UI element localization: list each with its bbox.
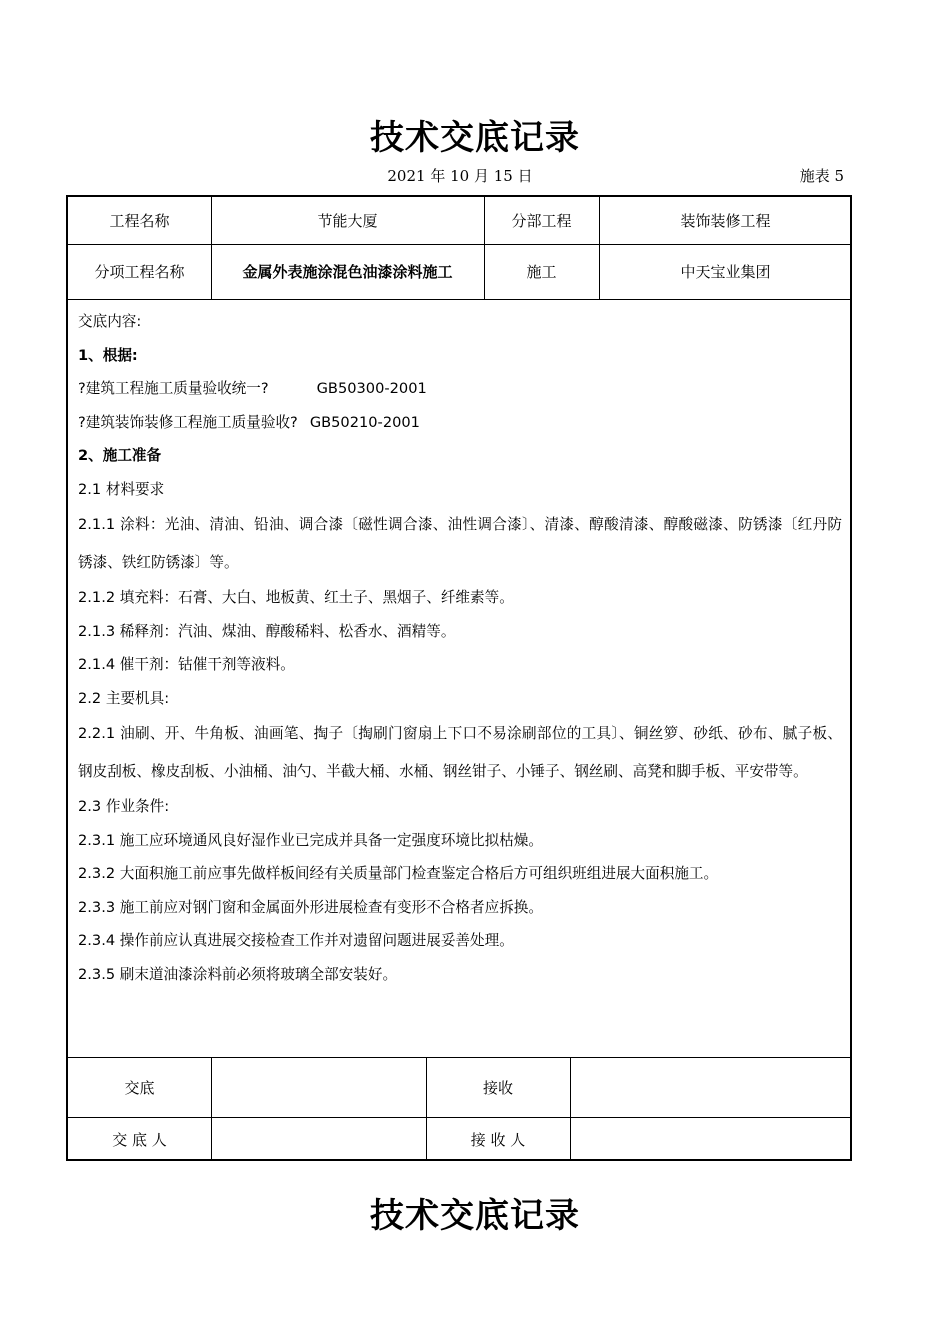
paragraph: 2.3.3 施工前应对钢门窗和金属面外形进展检查有变形不合格者应拆换。 [78,898,543,916]
record-table [66,195,852,1161]
paragraph: 2.2 主要机具: [78,689,170,707]
handover-person-field [211,1117,426,1161]
receive-signature-field [570,1057,852,1117]
content-heading: 交底内容: [78,313,142,330]
basis-item [78,406,842,440]
handover-label: 交底 [124,1078,155,1097]
division-value: 装饰装修工程 [680,212,771,230]
paragraph: 2.1 材料要求 [78,480,165,498]
receive-person-label: 接 收 人 [470,1130,526,1149]
basis-item-text: ?建筑工程施工质量验收统一? [78,380,269,397]
receive-person-field [570,1117,852,1161]
handover-person-label: 交 底 人 [112,1130,167,1149]
paragraph: 2.3.1 施工应环境通风良好湿作业已完成并具备一定强度环境比拟枯燥。 [78,831,543,849]
section-preparation-title: 2、施工准备 [78,447,162,464]
project-name-label: 工程名称 [109,212,170,230]
handover-content [78,305,842,991]
paragraph: 2.3.5 刷末道油漆涂料前必须将玻璃全部安装好。 [78,965,398,983]
basis-item-code: GB50300-2001 [316,380,427,397]
basis-item-code: GB50210-2001 [309,413,420,431]
basis-item-text: ?建筑装饰装修工程施工质量验收? [78,413,298,431]
receive-label: 接收 [482,1078,513,1097]
construction-value: 中天宝业集团 [680,263,771,281]
paragraph: 2.1.3 稀释剂：汽油、煤油、醇酸稀料、松香水、酒精等。 [78,622,456,640]
division-label: 分部工程 [511,212,572,230]
record-date: 2021 年 10 月 15 日 [387,167,533,185]
form-number: 施表 5 [799,167,844,185]
paragraph: 2.1.2 填充料：石膏、大白、地板黄、红土子、黑烟子、纤维素等。 [78,589,514,606]
next-page-title: 技术交底记录 [370,1196,580,1236]
subitem-value: 金属外表施涂混色油漆涂料施工 [242,263,453,281]
basis-item [78,372,842,406]
paragraph: 2.3.4 操作前应认真进展交接检查工作并对遗留问题进展妥善处理。 [78,932,514,949]
handover-signature-field [211,1057,426,1117]
subitem-label: 分项工程名称 [94,263,185,281]
page-title: 技术交底记录 [370,118,580,158]
paragraph: 2.1.4 催干剂：钴催干剂等液料。 [78,656,295,673]
construction-label: 施工 [526,263,557,281]
paragraph: 2.2.1 油刷、开、牛角板、油画笔、掏子〔掏刷门窗扇上下口不易涂刷部位的工具〕、铜丝箩、砂纸、砂布、腻子板、钢皮刮板、橡皮刮板、小油桶、油勺、半截大桶、水桶、钢丝钳子、小锤子、钢丝刷、高凳和脚手板、平安带等。 [78,725,842,780]
section-basis-title: 1、根据: [78,346,138,364]
paragraph: 2.1.1 涂料：光油、清油、铅油、调合漆〔磁性调合漆、油性调合漆〕、清漆、醇酸清漆、醇酸磁漆、防锈漆〔红丹防锈漆、铁红防锈漆〕等。 [78,516,842,571]
row-divider [68,299,850,300]
paragraph: 2.3.2 大面积施工前应事先做样板间经有关质量部门检查鉴定合格后方可组织班组进展大面积施工。 [78,865,719,882]
paragraph: 2.3 作业条件: [78,798,170,815]
project-name-value: 节能大厦 [317,212,378,230]
